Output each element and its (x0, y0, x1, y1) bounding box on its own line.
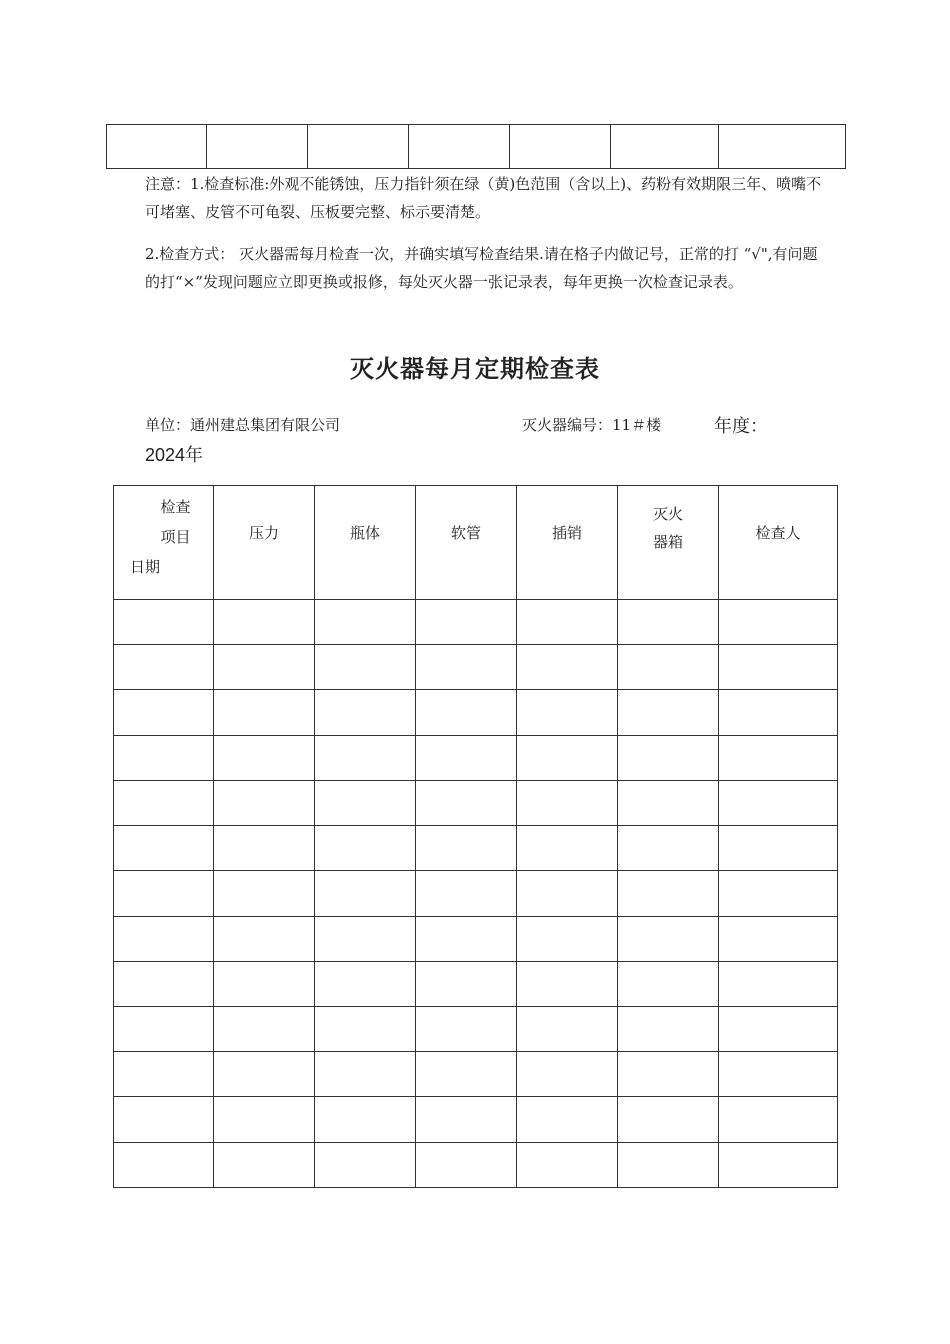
table-row (114, 961, 838, 1006)
table-cell[interactable] (517, 645, 618, 690)
top-partial-table (106, 124, 846, 169)
table-cell[interactable] (719, 916, 838, 961)
table-cell[interactable] (315, 961, 416, 1006)
table-cell[interactable] (618, 690, 719, 735)
table-cell[interactable] (214, 1006, 315, 1051)
table-cell[interactable] (315, 600, 416, 645)
table-cell[interactable] (719, 690, 838, 735)
table-cell[interactable] (618, 780, 719, 825)
table-cell[interactable] (517, 1142, 618, 1187)
table-cell[interactable] (719, 600, 838, 645)
table-row (107, 125, 846, 169)
table-cell[interactable] (510, 125, 611, 169)
table-cell[interactable] (114, 645, 214, 690)
table-cell[interactable] (416, 871, 517, 916)
table-cell[interactable] (618, 1097, 719, 1142)
table-cell[interactable] (315, 780, 416, 825)
table-cell[interactable] (517, 600, 618, 645)
table-row (114, 826, 838, 871)
table-cell[interactable] (214, 780, 315, 825)
table-cell[interactable] (517, 916, 618, 961)
table-cell[interactable] (517, 961, 618, 1006)
table-row (114, 780, 838, 825)
corner-label-project: 项目 (160, 528, 191, 546)
table-cell[interactable] (214, 1142, 315, 1187)
table-cell[interactable] (719, 780, 838, 825)
table-cell[interactable] (618, 1006, 719, 1051)
table-cell[interactable] (618, 961, 719, 1006)
note-standard: 注意：1.检查标准:外观不能锈蚀，压力指针须在绿（黄)色范围（含以上)、药粉有效期限三年、喷嘴不可堵塞、皮管不可龟裂、压板要完整、标示要清楚。 (145, 175, 822, 221)
table-cell[interactable] (214, 645, 315, 690)
year-label: 年度： (714, 416, 768, 437)
table-cell[interactable] (214, 961, 315, 1006)
table-cell[interactable] (416, 961, 517, 1006)
table-cell[interactable] (416, 645, 517, 690)
table-cell[interactable] (618, 645, 719, 690)
corner-label-date: 日期 (130, 558, 161, 576)
header-body: 瓶体 (315, 486, 416, 600)
table-row (114, 735, 838, 780)
table-row (114, 916, 838, 961)
table-cell[interactable] (114, 1006, 214, 1051)
table-row (114, 690, 838, 735)
year-value: 2024年 (145, 445, 204, 465)
table-row (114, 1052, 838, 1097)
table-cell[interactable] (114, 600, 214, 645)
table-cell[interactable] (517, 1052, 618, 1097)
table-cell[interactable] (315, 735, 416, 780)
table-cell[interactable] (214, 1097, 315, 1142)
table-cell[interactable] (114, 735, 214, 780)
cabinet-label-line1: 灭火 (652, 505, 683, 523)
table-cell[interactable] (308, 125, 409, 169)
table-row (114, 1006, 838, 1051)
table-cell[interactable] (416, 690, 517, 735)
table-cell[interactable] (114, 871, 214, 916)
table-row (114, 1142, 838, 1187)
unit-label: 单位：通州建总集团有限公司 (145, 416, 341, 434)
table-cell[interactable] (719, 1052, 838, 1097)
table-cell[interactable] (618, 826, 719, 871)
table-cell[interactable] (719, 1097, 838, 1142)
page-title: 灭火器每月定期检查表 (350, 355, 600, 383)
table-cell[interactable] (107, 125, 207, 169)
table-cell[interactable] (517, 1097, 618, 1142)
table-cell[interactable] (719, 961, 838, 1006)
table-row (114, 871, 838, 916)
table-row (114, 645, 838, 690)
table-cell[interactable] (214, 871, 315, 916)
table-cell[interactable] (214, 690, 315, 735)
table-cell[interactable] (315, 645, 416, 690)
table-cell[interactable] (618, 1142, 719, 1187)
table-cell[interactable] (719, 1142, 838, 1187)
table-cell[interactable] (315, 1052, 416, 1097)
table-cell[interactable] (416, 826, 517, 871)
table-cell[interactable] (315, 1006, 416, 1051)
table-cell[interactable] (416, 1052, 517, 1097)
table-header-row (114, 486, 838, 600)
table-cell[interactable] (315, 1097, 416, 1142)
table-cell[interactable] (618, 1052, 719, 1097)
header-pin: 插销 (517, 486, 618, 600)
table-cell[interactable] (214, 735, 315, 780)
table-cell[interactable] (517, 871, 618, 916)
header-cabinet (618, 486, 719, 600)
table-cell[interactable] (719, 645, 838, 690)
note-method: 2.检查方式： 灭火器需每月检查一次，并确实填写检查结果.请在格子内做记号，正常的打 “√",有问题的打“×”发现问题应立即更换或报修，每处灭火器一张记录表，每年更换一次检查记录表。 (145, 245, 818, 291)
table-cell[interactable] (114, 916, 214, 961)
table-cell[interactable] (618, 871, 719, 916)
table-cell[interactable] (214, 826, 315, 871)
table-cell[interactable] (114, 1052, 214, 1097)
table-cell[interactable] (114, 780, 214, 825)
header-corner-cell (114, 486, 214, 600)
table-cell[interactable] (416, 1142, 517, 1187)
table-cell[interactable] (409, 125, 510, 169)
table-cell[interactable] (315, 690, 416, 735)
table-cell[interactable] (517, 826, 618, 871)
table-cell[interactable] (416, 916, 517, 961)
table-cell[interactable] (207, 125, 308, 169)
header-pressure: 压力 (214, 486, 315, 600)
table-cell[interactable] (517, 780, 618, 825)
table-cell[interactable] (114, 826, 214, 871)
table-cell[interactable] (618, 600, 719, 645)
extinguisher-number: 灭火器编号：11＃楼 (522, 416, 662, 434)
table-cell[interactable] (517, 735, 618, 780)
table-cell[interactable] (315, 916, 416, 961)
table-cell[interactable] (214, 916, 315, 961)
table-cell[interactable] (719, 826, 838, 871)
table-cell[interactable] (315, 1142, 416, 1187)
table-cell[interactable] (618, 916, 719, 961)
table-cell[interactable] (315, 871, 416, 916)
table-cell[interactable] (719, 1006, 838, 1051)
corner-label-item: 检查 (160, 498, 191, 516)
header-inspector: 检查人 (719, 486, 838, 600)
table-cell[interactable] (618, 735, 719, 780)
table-cell[interactable] (416, 1006, 517, 1051)
table-cell[interactable] (214, 1052, 315, 1097)
table-cell[interactable] (719, 125, 846, 169)
table-cell[interactable] (611, 125, 719, 169)
table-body (114, 600, 838, 1188)
table-row (114, 600, 838, 645)
cabinet-label-line2: 器箱 (652, 533, 683, 551)
table-cell[interactable] (114, 961, 214, 1006)
table-cell[interactable] (114, 1142, 214, 1187)
table-row (114, 1097, 838, 1142)
table-cell[interactable] (114, 690, 214, 735)
table-cell[interactable] (416, 735, 517, 780)
table-cell[interactable] (517, 1006, 618, 1051)
table-cell[interactable] (416, 780, 517, 825)
table-cell[interactable] (719, 871, 838, 916)
table-cell[interactable] (517, 690, 618, 735)
header-hose: 软管 (416, 486, 517, 600)
table-cell[interactable] (416, 600, 517, 645)
table-cell[interactable] (315, 826, 416, 871)
table-cell[interactable] (114, 1097, 214, 1142)
table-cell[interactable] (719, 735, 838, 780)
inspection-table (113, 485, 838, 1188)
table-cell[interactable] (214, 600, 315, 645)
table-cell[interactable] (416, 1097, 517, 1142)
